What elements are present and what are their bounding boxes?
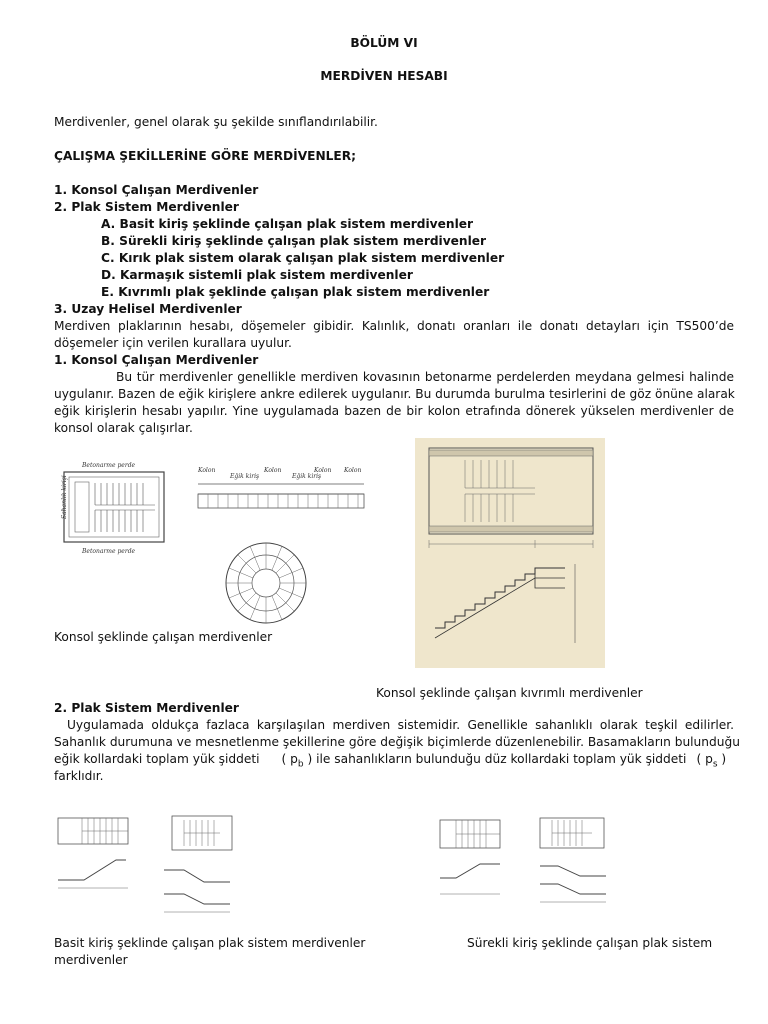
sec2-line3-c: ) ile sahanlıkların bulunduğu düz kollardaki toplam yük şiddeti [307,752,687,766]
sec2-line3-a: eğik kollardaki toplam yük şiddeti [54,752,260,766]
section-heading: ÇALIŞMA ŞEKİLLERİNE GÖRE MERDİVENLER; [54,149,356,163]
para1-line1: Merdiven plaklarının hesabı, döşemeler gibidir. Kalınlık, donatı oranları ile donatı detayları için TS500’de [54,319,734,333]
sec2-heading: 2. Plak Sistem Merdivenler [54,701,239,715]
ps-subscript: s [712,759,718,770]
sec1-line1: Bu tür merdivenler genellikle merdiven kovasının betonarme perdelerden meydana gelmesi halinde [116,370,734,384]
sketch-label: Sahanlık kirişi [61,475,68,519]
sec1-heading: 1. Konsol Çalışan Merdivenler [54,353,259,367]
page-title: MERDİVEN HESABI [320,69,448,83]
sec2-line3-b: ( p [281,752,298,766]
sketch-label: Kolon [198,467,216,474]
sec2-line4: farklıdır. [54,769,104,783]
list-subitem-b: B. Sürekli kiriş şeklinde çalışan plak sistem merdivenler [101,234,487,248]
intro-text: Merdivenler, genel olarak şu şekilde sınıflandırılabilir. [54,115,378,129]
figure2-caption-right: Sürekli kiriş şeklinde çalışan plak sistem [467,936,713,950]
list-subitem-d: D. Karmaşık sistemli plak sistem merdivenler [101,268,413,282]
figure1-caption-right: Konsol şeklinde çalışan kıvrımlı merdivenler [376,686,643,700]
chapter-heading: BÖLÜM VI [350,36,418,50]
sec1-line4: konsol olarak çalışırlar. [54,421,193,435]
sketch-label: Betonarme perde [82,462,136,469]
sec1-line2: uygulanır. Bazen de eğik kirişlere ankre edilerek uygulanır. Bu durumda burulma tesirlerini de göz önüne alarak [54,387,735,401]
spiral-stair-plan-figure [222,540,310,626]
cantilever-stair-elevation-figure [196,464,368,516]
list-item-2: 2. Plak Sistem Merdivenler [54,200,239,214]
list-subitem-e: E. Kıvrımlı plak şeklinde çalışan plak sistem merdivenler [101,285,490,299]
pb-subscript: b [297,759,304,770]
cantilever-stair-plan-figure [60,458,170,556]
list-item-3: 3. Uzay Helisel Merdivenler [54,302,242,316]
sec2-line1: Uygulamada oldukça fazlaca karşılaşılan merdiven sistemidir. Genellikle sahanlıklı olarak teşkil edilirler. [67,718,734,732]
sketch-label: Kolon [314,467,332,474]
figure2-caption-left-cont: merdivenler [54,953,128,967]
para1-line2: döşemeler için verilen kurallara uyulur. [54,336,292,350]
sketch-label: Eğik kiriş [292,473,322,480]
continuous-beam-plate-stair-figure [436,808,636,908]
sec2-line2: Sahanlık durumuna ve mesnetlenme şekillerine göre değişik biçimlerde düzenlenebilir. Basamakların bulunduğu [54,735,740,749]
list-subitem-c: C. Kırık plak sistem olarak çalışan plak sistem merdivenler [101,251,505,265]
list-subitem-a: A. Basit kiriş şeklinde çalışan plak sistem merdivenler [101,217,474,231]
figure2-caption-left: Basit kiriş şeklinde çalışan plak sistem merdivenler [54,936,366,950]
sketch-label: Betonarme perde [82,548,136,555]
sketch-label: Kolon [264,467,282,474]
simple-beam-plate-stair-figure [54,808,254,920]
sec1-line3: eğik kirişlerin hesabı yapılır. Yine uygulamada bazen de bir kolon etrafında dönerek yükselen merdivenler de [54,404,734,418]
sketch-label: Eğik kiriş [230,473,260,480]
sec2-line3-d: ( p [696,752,713,766]
sec2-line3-e: ) [721,752,727,766]
sketch-label: Kolon [344,467,362,474]
list-item-1: 1. Konsol Çalışan Merdivenler [54,183,259,197]
figure1-caption-left: Konsol şeklinde çalışan merdivenler [54,630,273,644]
